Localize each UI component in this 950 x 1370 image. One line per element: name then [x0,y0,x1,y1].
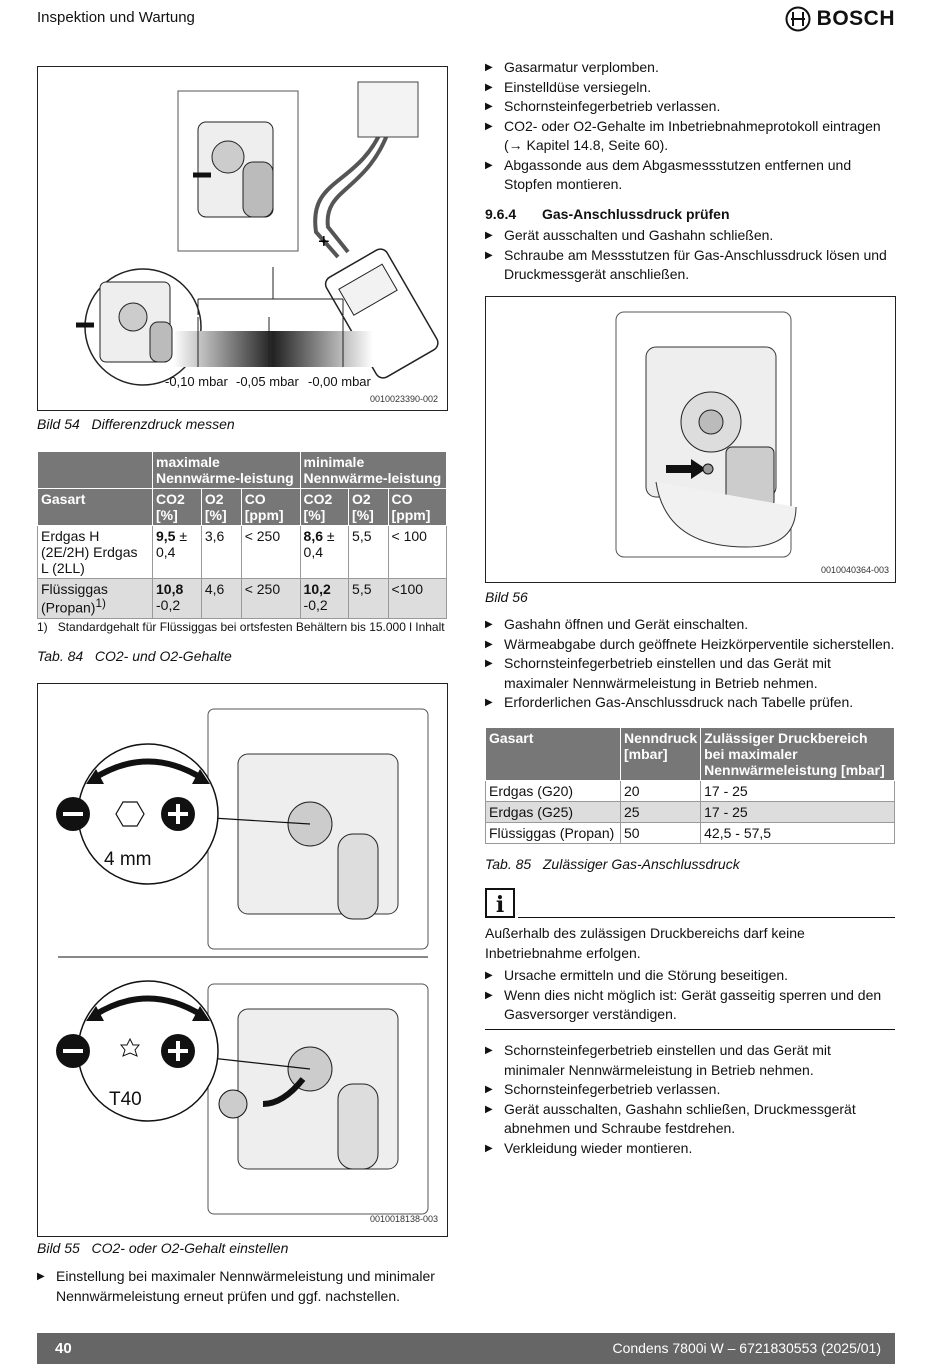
figure-56 [485,296,896,583]
table-footnote [37,620,445,634]
table-84 [37,451,447,619]
section-title: Gas-Anschlussdruck prüfen [542,206,730,222]
list-item: ▶ Wenn dies nicht möglich ist: Gerät gasseitig sperren und den Gasversorger verständigen. [485,986,895,1025]
scale-label-2: -0,05 mbar [236,374,299,389]
table-84-caption [37,648,232,664]
list-item: ▶ Einstellung bei maximaler Nennwärmeleistung und minimaler Nennwärmeleistung erneut prüfen und ggf. nachstellen. [37,1267,447,1306]
bosch-armature-icon [785,6,811,32]
document-id: Condens 7800i W – 6721830553 (2025/01) [612,1340,881,1356]
table-row [486,823,895,844]
cell-o2-min: 5,5 [349,579,389,619]
info-icon: i [485,888,515,918]
torx-size-label: T40 [109,1089,142,1110]
caption-number: Tab. 84 [37,648,84,664]
bullet-list [37,1267,447,1306]
cell-co2-max [153,579,202,619]
list-item: ▶ Wärmeabgabe durch geöffnete Heizkörperventile sicherstellen. [485,635,895,655]
table-header-gasart: Gasart [486,728,621,781]
gas-pressure-nipple-illustration [486,297,895,582]
info-divider [518,917,895,918]
table-header-nenndruck: Nenndruck [mbar] [621,728,701,781]
cell-tolerance: -0,2 [156,597,181,613]
bullet-list [485,615,895,713]
differential-pressure-illustration [38,67,447,410]
cell-gas [38,579,153,619]
cell-nenndruck: 50 [621,823,701,844]
cell-gas: Erdgas (G25) [486,802,621,823]
cell-gas: Flüssiggas (Propan) [486,823,621,844]
cell-co-min: < 100 [388,526,446,579]
table-header-co: CO [ppm] [388,489,446,526]
cell-value: 10,8 [156,581,184,597]
figure-54 [37,66,448,411]
page-footer [37,1333,895,1364]
section-heading [485,206,730,222]
table-85-caption [485,856,740,872]
caption-text: Zulässiger Gas-Anschlussdruck [542,856,740,872]
table-header-co2: CO2 [%] [300,489,348,526]
list-item: ▶ Gerät ausschalten, Gashahn schließen, Druckmessgerät abnehmen und Schraube festdrehen. [485,1100,895,1139]
cell-nenndruck: 20 [621,781,701,802]
list-item: ▶ Schornsteinfegerbetrieb einstellen und das Gerät mit maximaler Nennwärmeleistung in Betrieb nehmen. [485,654,895,693]
figure-55 [37,683,448,1237]
table-header-empty [38,452,153,489]
info-end-divider [485,1029,895,1030]
table-row [38,579,447,619]
cell-gas: Erdgas (G20) [486,781,621,802]
cell-value: 9,5 [156,528,176,544]
list-item: ▶ Schraube am Messstutzen für Gas-Anschlussdruck lösen und Druckmessgerät anschließen. [485,246,895,285]
cell-co2-min [300,579,348,619]
table-row [486,781,895,802]
bullet-list [485,58,895,195]
cell-gas: Erdgas H (2E/2H) Erdgas L (2LL) [38,526,153,579]
scale-label-3: -0,00 mbar [308,374,371,389]
table-row [38,526,447,579]
table-header-druckbereich: Zulässiger Druckbereich bei maximaler Nennwärmeleistung [mbar] [701,728,895,781]
page-number: 40 [55,1340,72,1357]
hex-size-label: 4 mm [104,849,152,870]
table-header-co: CO [ppm] [241,489,300,526]
cell-tolerance: ± 0,4 [303,528,335,560]
section-number: 9.6.4 [485,206,517,222]
bullet-list [485,1041,895,1158]
footnote-number: 1) [37,620,48,634]
figure-code: 0010018138-003 [370,1214,439,1224]
table-header-o2: O2 [%] [349,489,389,526]
list-item: ▶ Ursache ermitteln und die Störung beseitigen. [485,966,895,986]
figure-55-caption [37,1240,288,1256]
cell-tolerance: -0,2 [303,597,328,613]
cell-tolerance: ± 0,4 [156,528,188,560]
figure-code: 0010023390-002 [370,394,439,404]
scale-label-1: -0,10 mbar [165,374,228,389]
table-header-min: minimale Nennwärme-leistung [300,452,446,489]
table-row [486,802,895,823]
list-item: ▶ Einstelldüse versiegeln. [485,78,895,98]
cell-co-min: <100 [388,579,446,619]
cell-range: 42,5 - 57,5 [701,823,895,844]
list-item: ▶ Schornsteinfegerbetrieb einstellen und das Gerät mit minimaler Nennwärmeleistung in Betrieb nehmen. [485,1041,895,1080]
list-item: ▶ CO2- oder O2-Gehalte im Inbetriebnahmeprotokoll eintragen (→ Kapitel 14.8, Seite 60). [485,117,895,156]
brand-name: BOSCH [816,7,895,30]
list-item: ▶ Verkleidung wieder montieren. [485,1139,895,1159]
section-title: Inspektion und Wartung [37,9,195,26]
bullet-list [485,966,895,1025]
cell-o2-max: 4,6 [201,579,241,619]
cell-value: 10,2 [303,581,331,597]
cell-range: 17 - 25 [701,802,895,823]
caption-number: Tab. 85 [485,856,532,872]
footnote-text: Standardgehalt für Flüssiggas bei ortsfesten Behältern bis 15.000 l Inhalt [57,620,445,634]
cell-co-max: < 250 [241,579,300,619]
cell-range: 17 - 25 [701,781,895,802]
list-item: ▶ Gerät ausschalten und Gashahn schließen. [485,226,895,246]
plus-sign: + [318,231,330,253]
co2-adjustment-illustration [38,684,447,1236]
table-header-gasart: Gasart [38,489,153,526]
table-85 [485,727,895,844]
caption-number: Bild 54 [37,416,80,432]
cell-co2-min [300,526,348,579]
list-item: ▶ Schornsteinfegerbetrieb verlassen. [485,97,895,117]
figure-code: 0010040364-003 [821,565,890,575]
cell-co-max: < 250 [241,526,300,579]
cell-o2-min: 5,5 [349,526,389,579]
info-text: Außerhalb des zulässigen Druckbereichs darf keine Inbetriebnahme erfolgen. [485,925,805,961]
list-item: ▶ Gashahn öffnen und Gerät einschalten. [485,615,895,635]
table-header-o2: O2 [%] [201,489,241,526]
bullet-list [485,226,895,285]
cell-gas-text: Flüssiggas (Propan) [41,581,108,616]
figure-54-caption [37,416,235,432]
brand-logo [785,6,895,32]
list-item: ▶ Erforderlichen Gas-Anschlussdruck nach Tabelle prüfen. [485,693,895,713]
list-item: ▶ Abgassonde aus dem Abgasmessstutzen entfernen und Stopfen montieren. [485,156,895,195]
cell-value: 8,6 [303,528,324,544]
figure-56-caption: Bild 56 [485,589,528,605]
caption-number: Bild 55 [37,1240,80,1256]
footnote-ref: 1) [95,597,106,610]
caption-text: CO2- oder O2-Gehalt einstellen [91,1240,289,1256]
cell-o2-max: 3,6 [201,526,241,579]
list-item: ▶ Schornsteinfegerbetrieb verlassen. [485,1080,895,1100]
caption-text: CO2- und O2-Gehalte [94,648,232,664]
table-header-co2: CO2 [%] [153,489,202,526]
list-item: ▶ Gasarmatur verplomben. [485,58,895,78]
table-header-max: maximale Nennwärme-leistung [153,452,301,489]
caption-text: Differenzdruck messen [91,416,235,432]
cell-co2-max [153,526,202,579]
cell-nenndruck: 25 [621,802,701,823]
